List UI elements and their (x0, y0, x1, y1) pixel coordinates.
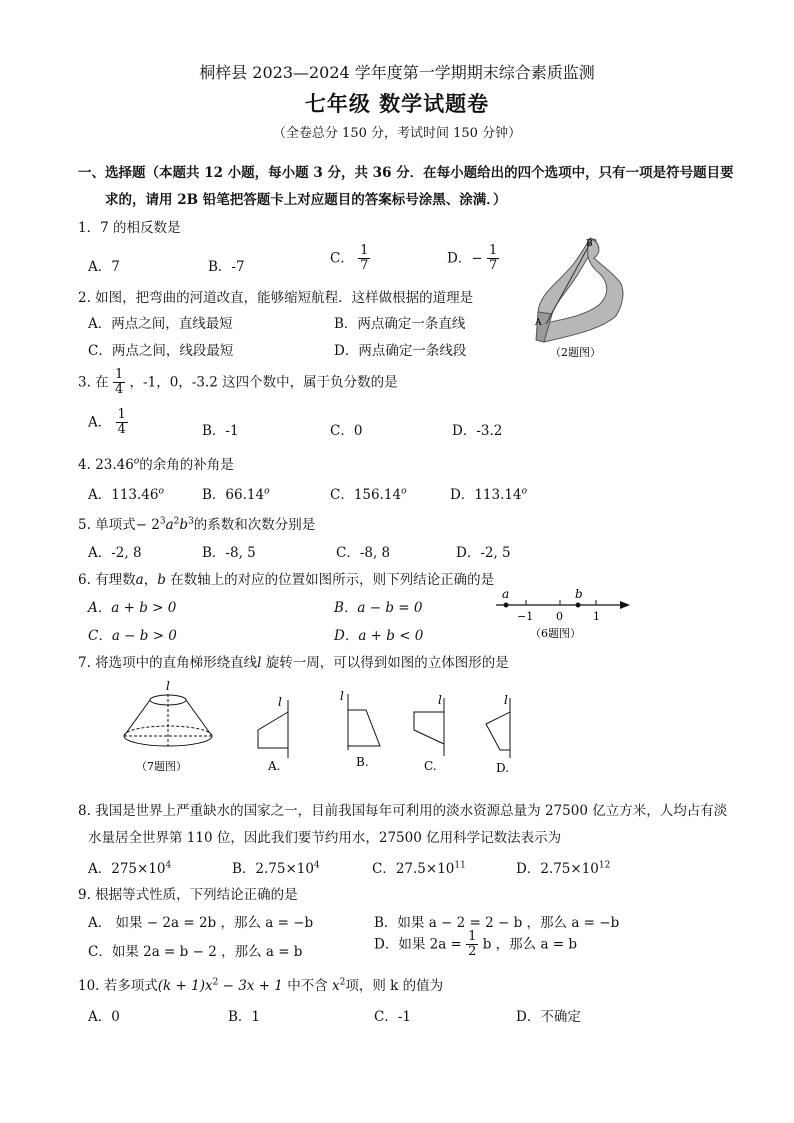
q6-option-c: C．a − b > 0 (88, 628, 177, 644)
exponent: 2 (212, 977, 219, 988)
q1-option-b: B．-7 (208, 259, 245, 275)
option-c-label: C. (424, 759, 437, 773)
q5-stem-post: 的系数和次数分别是 (193, 517, 316, 533)
exam-subtitle: 七年级 数学试题卷 (304, 91, 490, 116)
q7-figure-caption: （7题图） (136, 760, 187, 773)
option-a-label: A. (268, 759, 281, 773)
frac-denominator: 4 (117, 422, 126, 438)
q6-option-a: A．a + b > 0 (88, 600, 177, 616)
q4-number: 4. (78, 457, 91, 473)
var-a: a (165, 517, 174, 533)
q9-option-b: B．如果 a − 2 = 2 − b ，那么 a = −b (374, 915, 620, 931)
point-a-dot (504, 603, 509, 608)
q2-stem: 2. 如图，把弯曲的河道改直，能够缩短航程．这样做根据的道理是 (78, 290, 474, 306)
axis-label-l: l (166, 679, 170, 693)
point-a-label: a (502, 587, 510, 601)
axis-label-l: l (438, 693, 442, 707)
exponent: 4 (313, 860, 320, 871)
q6-stem-post: 在数轴上的对应的位置如图所示，则下列结论正确的是 (165, 572, 495, 588)
axis-label-l: l (340, 689, 344, 703)
q8-option-c (372, 857, 466, 877)
separator: ， (143, 572, 158, 588)
q6-stem (78, 568, 494, 588)
q2-river-figure (530, 232, 630, 357)
frac-denominator: 4 (114, 382, 124, 398)
q1-option-d-label: D． (447, 250, 472, 267)
section-instructions-line2: 求的，请用 2B 铅笔把答题卡上对应题目的答案标号涂黑、涂满．） (105, 192, 507, 208)
straight-path-line (546, 240, 592, 324)
arrow-head-icon (620, 601, 630, 609)
q9-option-d-pre: D．如果 2a = (374, 936, 462, 953)
tick-label-one: 1 (593, 610, 600, 623)
var-a: a (135, 572, 144, 588)
q3-fraction-a (116, 408, 128, 438)
option-d-label: D. (496, 761, 510, 775)
q4-option-c-label: C．156.14 (330, 487, 402, 503)
q10-stem (78, 974, 443, 994)
q10-option-d: D．不确定 (516, 1009, 581, 1025)
q3-stem-pre: 3. 在 (78, 374, 109, 391)
q10-option-a: A．0 (88, 1009, 120, 1025)
q9-option-c: C．如果 2a = b − 2 ，那么 a = b (88, 944, 303, 960)
q8-option-d (516, 857, 610, 877)
degree-mark: o (133, 456, 140, 467)
q4-option-a-label: A．113.46 (88, 487, 159, 503)
q10-option-c: C．-1 (374, 1009, 411, 1025)
tick-label-zero: 0 (556, 610, 563, 623)
q2-option-b: B．两点确定一条直线 (334, 316, 466, 332)
q6-figure-caption: （6题图） (530, 627, 581, 640)
degree-mark: o (158, 486, 164, 497)
q9-fraction (466, 930, 478, 960)
q7-stem (78, 651, 509, 671)
q4-option-b (202, 483, 270, 503)
var-l: l (257, 655, 262, 671)
q5-option-c: C．-8, 8 (336, 545, 391, 561)
axis-label-l: l (504, 693, 508, 707)
q8-option-a (88, 857, 171, 877)
frac-denominator: 7 (360, 258, 369, 274)
q5-option-a: A．-2, 8 (88, 545, 142, 561)
q7-stem-pre: 7. 将选项中的直角梯形绕直线 (78, 655, 258, 671)
exponent: 3 (188, 516, 194, 527)
exponent: 11 (454, 860, 466, 871)
q6-stem-pre: 6. 有理数 (78, 572, 136, 588)
exponent: 4 (165, 860, 172, 871)
exponent: 2 (173, 516, 180, 527)
option-b-figure (340, 689, 380, 769)
q9-option-d-post: b ，那么 a = b (482, 936, 578, 953)
q3-option-a-label: A． (88, 414, 112, 431)
q3-option-d: D．-3.2 (452, 423, 503, 439)
option-a-figure (258, 695, 288, 773)
q8-option-c-label: C．27.5×10 (372, 861, 455, 877)
left-slant (124, 700, 150, 736)
q1-option-d (447, 244, 499, 274)
q1-fraction-c (358, 244, 370, 274)
q7-figures (118, 678, 538, 778)
q8-line1: 8. 我国是世界上严重缺水的国家之一，目前我国每年可利用的淡水资源总量为 27500 亿立方米，人均占有淡 (78, 803, 728, 819)
frac-denominator: 7 (488, 258, 498, 274)
frac-numerator: 1 (114, 367, 124, 382)
q3-stem (78, 368, 398, 398)
q5-option-d: D．-2, 5 (456, 545, 511, 561)
q10-stem-pre: 10. 若多项式 (78, 978, 158, 994)
q6-option-d: D．a + b < 0 (334, 628, 424, 644)
q1-option-a: A．7 (88, 259, 120, 275)
q5-stem (78, 513, 315, 533)
trapezoid-c (414, 712, 444, 744)
q5-coefficient: − 2 (135, 517, 160, 533)
q4-option-a (88, 483, 164, 503)
var-b: b (179, 517, 189, 533)
q6-number-line (492, 586, 634, 642)
q4-angle-value: 23.46 (95, 457, 134, 473)
q10-polynomial-rest: − 3x + 1 (218, 978, 283, 994)
var-x: x (332, 978, 340, 994)
frustum-figure (124, 679, 212, 773)
q3-option-a (88, 408, 128, 438)
point-a-label: A (535, 318, 542, 328)
q4-option-d (450, 483, 527, 503)
q4-stem (78, 453, 234, 473)
option-c-figure (414, 693, 444, 773)
q10-stem-post: 项，则 k 的值为 (345, 978, 444, 994)
option-b-label: B. (356, 755, 369, 769)
degree-mark: o (264, 486, 270, 497)
q1-fraction-d (487, 244, 499, 274)
trapezoid-a (258, 712, 288, 748)
q8-option-b (232, 857, 320, 877)
q2-option-d: D．两点确定一条线段 (334, 343, 467, 359)
frac-numerator: 1 (117, 407, 126, 422)
q9-option-d (374, 930, 577, 960)
q4-stem-post: 的余角的补角是 (139, 457, 234, 473)
q3-option-c: C．0 (330, 423, 363, 439)
q5-option-b: B．-8, 5 (202, 545, 256, 561)
q2-option-c: C．两点之间，线段最短 (88, 343, 234, 359)
q8-option-a-label: A．275×10 (88, 861, 166, 877)
q4-option-d-label: D．113.14 (450, 487, 522, 503)
degree-mark: o (521, 486, 527, 497)
tick-label-minus-one: −1 (517, 610, 534, 623)
right-slant (186, 700, 212, 736)
q10-option-b: B．1 (228, 1009, 261, 1025)
exponent: 12 (598, 860, 611, 871)
exponent: 2 (339, 977, 346, 988)
point-b-dot (576, 603, 581, 608)
q6-option-b: B．a − b = 0 (334, 600, 423, 616)
var-b: b (157, 572, 166, 588)
q2-option-a: A．两点之间，直线最短 (88, 316, 233, 332)
q7-stem-post: 旋转一周，可以得到如图的立体图形的是 (261, 655, 509, 671)
minus-sign: − (471, 250, 483, 267)
frac-numerator: 1 (360, 243, 369, 258)
frac-denominator: 2 (468, 944, 477, 960)
q4-option-c (330, 483, 407, 503)
q5-stem-pre: 5. 单项式 (78, 517, 136, 533)
q8-line2: 水量居全世界第 110 位，因此我们要节约用水，27500 亿用科学记数法表示为 (88, 830, 562, 846)
q3-option-b: B．-1 (202, 423, 239, 439)
trapezoid-d (486, 712, 510, 750)
q9-stem: 9. 根据等式性质，下列结论正确的是 (78, 887, 298, 903)
degree-mark: o (401, 486, 407, 497)
option-d-figure (486, 693, 510, 775)
q3-stem-post: ，-1，0，-3.2 这四个数中，属于负分数的是 (129, 374, 398, 391)
q9-option-a: A． 如果 − 2a = 2b ，那么 a = −b (88, 915, 314, 931)
q8-option-b-label: B．2.75×10 (232, 861, 314, 877)
q1-stem: 1．7 的相反数是 (78, 220, 181, 236)
frac-numerator: 1 (488, 243, 498, 258)
exponent: 3 (159, 516, 166, 527)
frac-numerator: 1 (468, 929, 477, 944)
q8-option-d-label: D．2.75×10 (516, 861, 599, 877)
q10-polynomial: (k + 1)x (157, 978, 213, 994)
trapezoid-b (348, 710, 380, 746)
q4-option-b-label: B．66.14 (202, 487, 265, 503)
point-b-label: b (575, 587, 583, 601)
point-b-label: B (586, 239, 593, 249)
q1-option-c-label: C． (330, 250, 354, 267)
section-instructions-line1: 一、选择题（本题共 12 小题，每小题 3 分，共 36 分．在每小题给出的四个选项中，只有一项是符号题目要 (78, 165, 734, 181)
axis-label-l: l (278, 695, 282, 709)
q1-option-c (330, 244, 370, 274)
q10-stem-mid: 中不含 (282, 978, 332, 994)
exam-note: （全卷总分 150 分，考试时间 150 分钟） (272, 126, 522, 141)
q3-fraction (113, 368, 125, 398)
q2-figure-caption: （2题图） (550, 346, 601, 357)
exam-title: 桐梓县 2023—2024 学年度第一学期期末综合素质监测 (199, 63, 595, 82)
